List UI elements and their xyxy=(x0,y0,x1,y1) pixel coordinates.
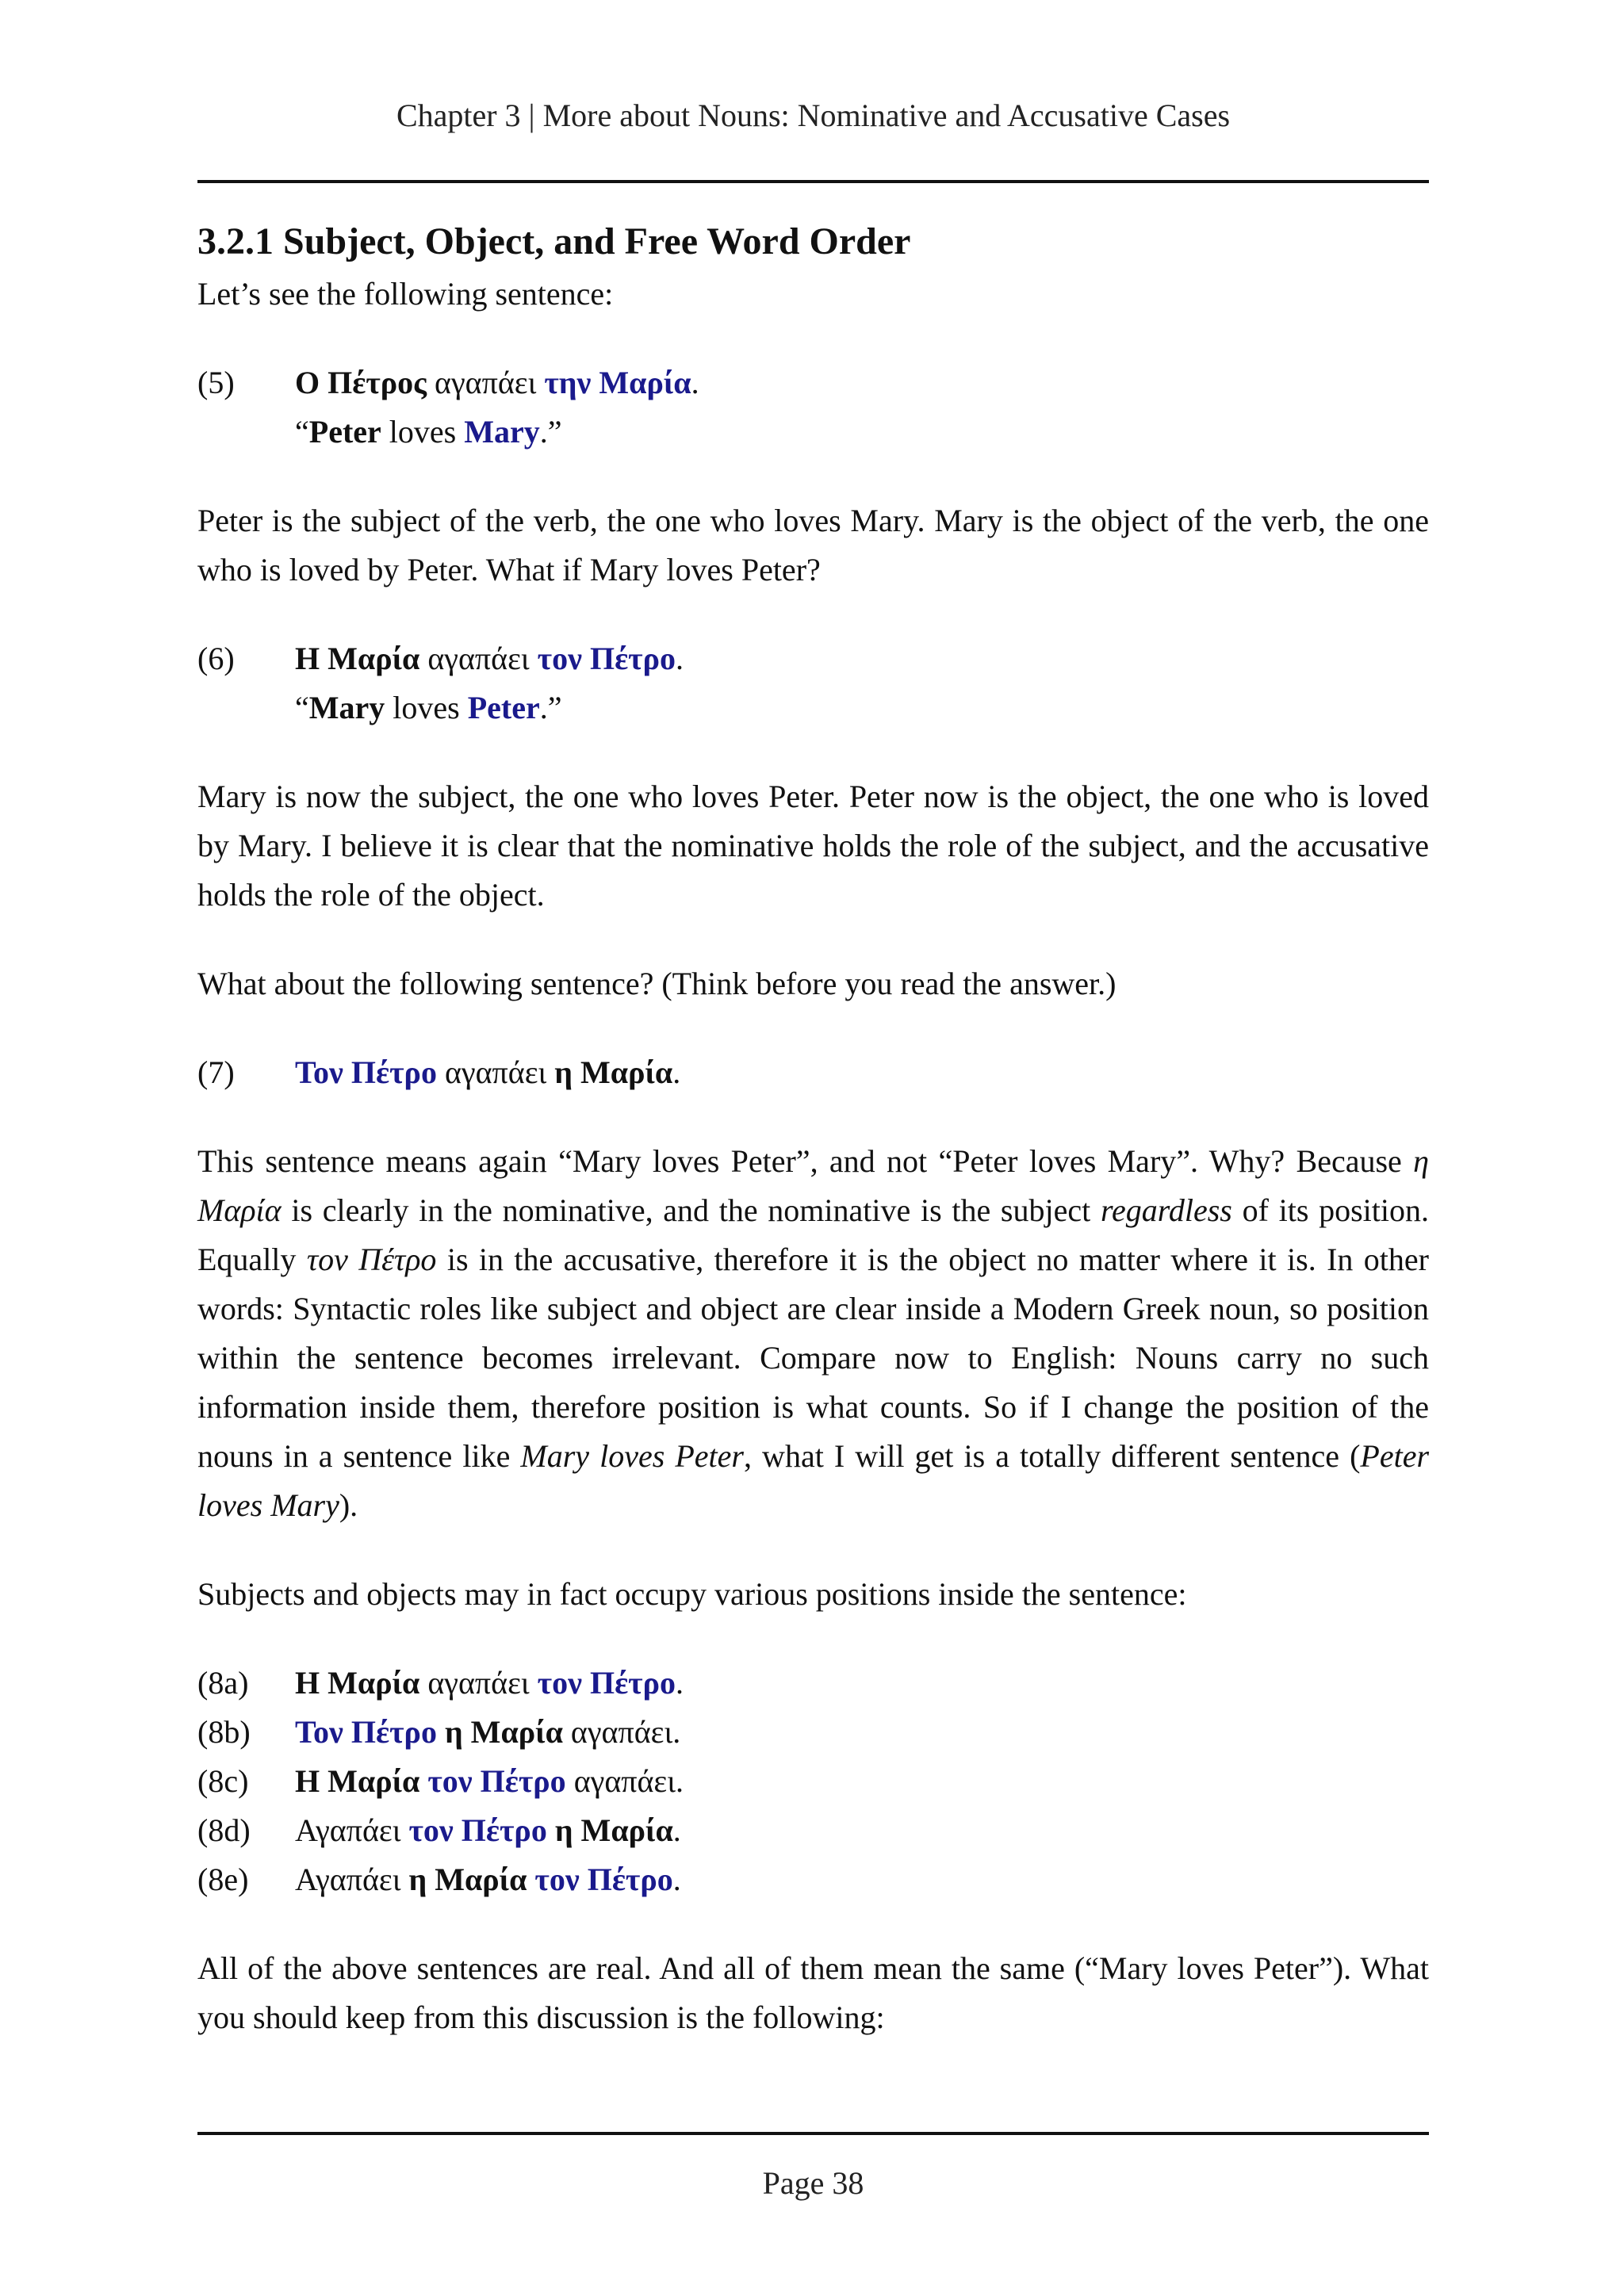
nominative-phrase: Η Μαρία xyxy=(295,1763,420,1799)
punctuation: . xyxy=(676,1665,684,1701)
italic-term: τον Πέτρο xyxy=(306,1242,437,1277)
quote-open: “ xyxy=(295,690,309,725)
example-8e xyxy=(197,1855,1429,1904)
paragraph: All of the above sentences are real. And all of them mean the same (“Mary loves Peter”). What you should keep from this discussion is the following: xyxy=(197,1950,1429,2035)
verb: αγαπάει. xyxy=(565,1763,684,1799)
nominative-phrase: η Μαρία xyxy=(554,1054,673,1090)
example-number: (8a) xyxy=(197,1665,249,1701)
object-word: Mary xyxy=(464,414,540,450)
example-5 xyxy=(197,358,1429,457)
verb: loves xyxy=(381,414,465,450)
example-number: (8b) xyxy=(197,1714,251,1750)
nominative-phrase: η Μαρία xyxy=(554,1812,673,1848)
italic-term: Peter loves Mary xyxy=(197,1438,1430,1523)
quote-open: “ xyxy=(295,414,309,450)
punctuation: . xyxy=(672,1812,681,1848)
accusative-phrase: τον Πέτρο xyxy=(537,641,676,676)
italic-term: η Μαρία xyxy=(197,1143,1429,1228)
page-content xyxy=(197,214,1429,2042)
example-number: (8c) xyxy=(197,1763,249,1799)
punctuation: . xyxy=(676,641,684,676)
paragraph: Mary is now the subject, the one who loves Peter. Peter now is the object, the one who is loved by Mary. I believe it is clear that the nominative holds the role of the subject, and the accusative holds the role of the object. xyxy=(197,779,1429,913)
nominative-phrase: Ο Πέτρος xyxy=(295,365,427,400)
paragraph: What about the following sentence? (Think before you read the answer.) xyxy=(197,966,1116,1001)
accusative-phrase: τον Πέτρο xyxy=(537,1665,676,1701)
example-8d xyxy=(197,1806,1429,1855)
accusative-phrase: τον Πέτρο xyxy=(408,1812,547,1848)
object-word: Peter xyxy=(467,690,540,725)
footer-rule xyxy=(197,2132,1429,2135)
punctuation: . xyxy=(691,365,699,400)
verb: Αγαπάει xyxy=(295,1812,409,1848)
subject-word: Peter xyxy=(308,414,381,450)
example-number: (5) xyxy=(197,365,235,400)
verb: αγαπάει xyxy=(419,1665,538,1701)
paragraph: Peter is the subject of the verb, the one who loves Mary. Mary is the object of the verb, the one who is loved by Peter. What if Mary loves Peter? xyxy=(197,503,1429,587)
example-8c xyxy=(197,1757,1429,1806)
italic-term: regardless xyxy=(1100,1192,1232,1228)
nominative-phrase: Η Μαρία xyxy=(295,1665,420,1701)
paragraph: Subjects and objects may in fact occupy various positions inside the sentence: xyxy=(197,1576,1187,1612)
verb: Αγαπάει xyxy=(295,1862,409,1897)
intro-text: Let’s see the following sentence: xyxy=(197,276,614,312)
italic-term: Mary loves Peter xyxy=(520,1438,744,1474)
subject-word: Mary xyxy=(308,690,385,725)
example-8b xyxy=(197,1708,1429,1757)
greek-sentence xyxy=(295,634,1429,683)
verb: αγαπάει. xyxy=(562,1714,681,1750)
example-number: (8e) xyxy=(197,1862,249,1897)
running-header: Chapter 3 | More about Nouns: Nominative and Accusative Cases xyxy=(396,98,1231,133)
accusative-phrase: την Μαρία xyxy=(544,365,691,400)
accusative-phrase: Τον Πέτρο xyxy=(295,1054,437,1090)
greek-sentence xyxy=(295,358,1429,408)
example-8a xyxy=(197,1659,1429,1708)
accusative-phrase: τον Πέτρο xyxy=(534,1862,673,1897)
example-6 xyxy=(197,634,1429,733)
verb: αγαπάει xyxy=(427,365,545,400)
verb: loves xyxy=(385,690,468,725)
verb: αγαπάει xyxy=(436,1054,555,1090)
example-number: (6) xyxy=(197,641,235,676)
punctuation: . xyxy=(672,1862,681,1897)
section-heading: 3.2.1 Subject, Object, and Free Word Order xyxy=(197,220,911,262)
accusative-phrase: τον Πέτρο xyxy=(427,1763,566,1799)
nominative-phrase: η Μαρία xyxy=(408,1862,527,1897)
example-8-list xyxy=(197,1659,1429,1904)
example-7 xyxy=(197,1048,1429,1097)
greek-sentence xyxy=(295,1048,1429,1097)
quote-close: .” xyxy=(539,690,562,725)
punctuation: . xyxy=(672,1054,681,1090)
nominative-phrase: Η Μαρία xyxy=(295,641,420,676)
verb: αγαπάει xyxy=(419,641,538,676)
example-number: (7) xyxy=(197,1054,235,1090)
page-number: Page 38 xyxy=(762,2165,864,2201)
english-translation xyxy=(295,408,1429,457)
header-rule xyxy=(197,180,1429,183)
example-number: (8d) xyxy=(197,1812,251,1848)
accusative-phrase: Τον Πέτρο xyxy=(295,1714,437,1750)
english-translation xyxy=(295,683,1429,733)
paragraph: This sentence means again “Mary loves Peter”, and not “Peter loves Mary”. Why? Because η Μαρία is clearly in the nominative, and the nominative is the subject regardless of its position. Equally τον Πέτρο is in the accusative, therefore it is the object no matter where it is. In other words: Syntactic roles like subject and object are clear inside a Modern Greek noun, so position within the sentence becomes irrelevant. Compare now to English: Nouns carry no such information inside them, therefore position is what counts. So if I change the position of the nouns in a sentence like Mary loves Peter, what I will get is a totally different sentence (Peter loves Mary). xyxy=(197,1143,1430,1523)
nominative-phrase: η Μαρία xyxy=(444,1714,563,1750)
quote-close: .” xyxy=(539,414,562,450)
